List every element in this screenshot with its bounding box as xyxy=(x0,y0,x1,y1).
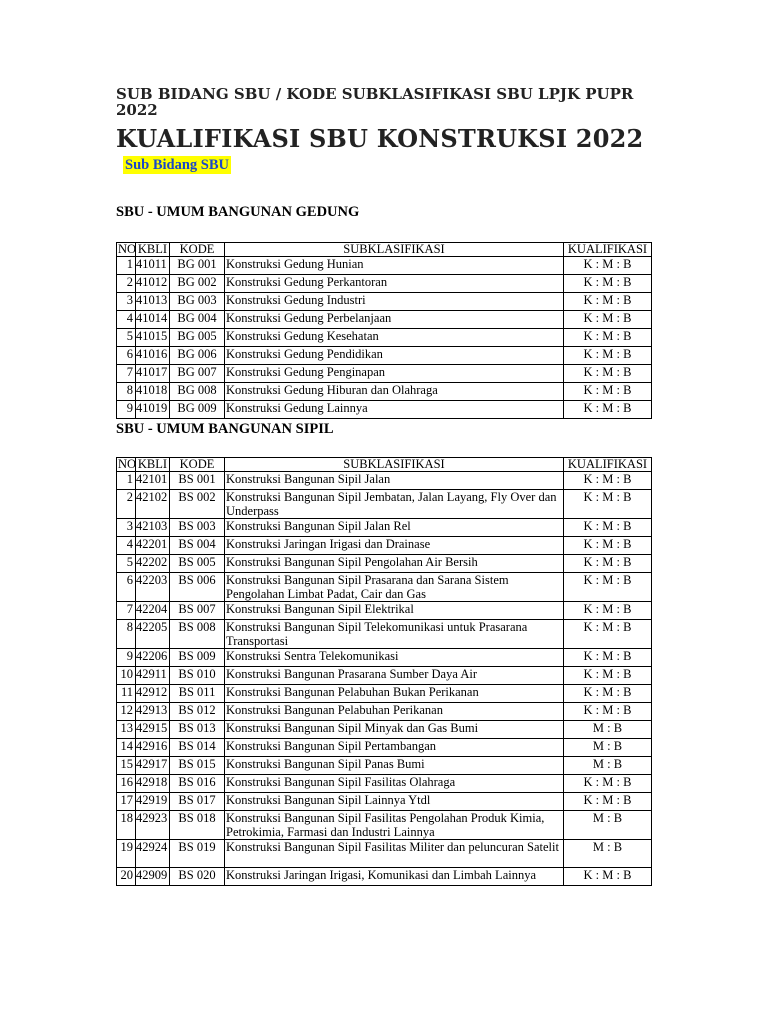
table-row xyxy=(117,383,652,401)
cell-kbli: 42102 xyxy=(136,490,170,519)
table-row xyxy=(117,739,652,757)
cell-kbli: 42909 xyxy=(136,868,170,886)
cell-kode: BS 012 xyxy=(170,703,225,721)
cell-kualifikasi: M : B xyxy=(564,721,652,739)
cell-no: 9 xyxy=(117,401,136,419)
table-row xyxy=(117,811,652,840)
cell-kode: BS 002 xyxy=(170,490,225,519)
cell-kualifikasi: K : M : B xyxy=(564,519,652,537)
cell-subklasifikasi: Konstruksi Bangunan Sipil Panas Bumi xyxy=(225,757,564,775)
cell-subklasifikasi: Konstruksi Bangunan Sipil Lainnya Ytdl xyxy=(225,793,564,811)
cell-kbli: 42913 xyxy=(136,703,170,721)
table-row xyxy=(117,311,652,329)
cell-kode: BG 004 xyxy=(170,311,225,329)
cell-kualifikasi: M : B xyxy=(564,811,652,840)
table-row xyxy=(117,537,652,555)
table-row xyxy=(117,649,652,667)
cell-kualifikasi: K : M : B xyxy=(564,383,652,401)
cell-kbli: 41012 xyxy=(136,275,170,293)
col-header-kode: KODE xyxy=(170,243,225,257)
cell-no: 9 xyxy=(117,649,136,667)
cell-kualifikasi: K : M : B xyxy=(564,775,652,793)
table-row xyxy=(117,472,652,490)
cell-subklasifikasi: Konstruksi Bangunan Sipil Telekomunikasi untuk Prasarana Transportasi xyxy=(225,620,564,649)
cell-kode: BG 007 xyxy=(170,365,225,383)
cell-kbli: 41015 xyxy=(136,329,170,347)
cell-no: 19 xyxy=(117,840,136,868)
cell-subklasifikasi: Konstruksi Sentra Telekomunikasi xyxy=(225,649,564,667)
cell-kualifikasi: M : B xyxy=(564,757,652,775)
cell-subklasifikasi: Konstruksi Gedung Kesehatan xyxy=(225,329,564,347)
cell-kode: BS 008 xyxy=(170,620,225,649)
table-row xyxy=(117,793,652,811)
cell-subklasifikasi: Konstruksi Bangunan Sipil Fasilitas Militer dan peluncuran Satelit xyxy=(225,840,564,868)
document-title: KUALIFIKASI SBU KONSTRUKSI 2022 xyxy=(116,124,644,153)
cell-kbli: 42912 xyxy=(136,685,170,703)
table-row xyxy=(117,257,652,275)
cell-kbli: 42204 xyxy=(136,602,170,620)
cell-kualifikasi: K : M : B xyxy=(564,703,652,721)
cell-kbli: 41016 xyxy=(136,347,170,365)
cell-no: 7 xyxy=(117,365,136,383)
cell-kbli: 41017 xyxy=(136,365,170,383)
table-row xyxy=(117,293,652,311)
cell-kode: BS 019 xyxy=(170,840,225,868)
cell-kode: BG 003 xyxy=(170,293,225,311)
cell-kode: BS 011 xyxy=(170,685,225,703)
cell-kualifikasi: K : M : B xyxy=(564,537,652,555)
cell-no: 2 xyxy=(117,490,136,519)
section-title-gedung: SBU - UMUM BANGUNAN GEDUNG xyxy=(116,204,360,220)
cell-kualifikasi: K : M : B xyxy=(564,793,652,811)
cell-subklasifikasi: Konstruksi Bangunan Pelabuhan Perikanan xyxy=(225,703,564,721)
col-header-kode: KODE xyxy=(170,458,225,472)
cell-no: 5 xyxy=(117,329,136,347)
cell-kbli: 41018 xyxy=(136,383,170,401)
cell-kbli: 42923 xyxy=(136,811,170,840)
table-row xyxy=(117,365,652,383)
cell-no: 3 xyxy=(117,519,136,537)
cell-no: 8 xyxy=(117,620,136,649)
cell-no: 15 xyxy=(117,757,136,775)
cell-kbli: 42919 xyxy=(136,793,170,811)
col-header-kbli: KBLI xyxy=(136,458,170,472)
cell-kode: BS 020 xyxy=(170,868,225,886)
cell-kode: BG 005 xyxy=(170,329,225,347)
table-row xyxy=(117,602,652,620)
cell-kode: BG 001 xyxy=(170,257,225,275)
cell-kbli: 41019 xyxy=(136,401,170,419)
table-row xyxy=(117,703,652,721)
cell-no: 11 xyxy=(117,685,136,703)
cell-subklasifikasi: Konstruksi Gedung Perkantoran xyxy=(225,275,564,293)
table-row xyxy=(117,667,652,685)
cell-kualifikasi: K : M : B xyxy=(564,401,652,419)
cell-kualifikasi: K : M : B xyxy=(564,573,652,602)
cell-subklasifikasi: Konstruksi Jaringan Irigasi dan Drainase xyxy=(225,537,564,555)
cell-kualifikasi: K : M : B xyxy=(564,602,652,620)
cell-no: 5 xyxy=(117,555,136,573)
table-row xyxy=(117,685,652,703)
cell-subklasifikasi: Konstruksi Bangunan Prasarana Sumber Daya Air xyxy=(225,667,564,685)
cell-kode: BS 005 xyxy=(170,555,225,573)
cell-kualifikasi: K : M : B xyxy=(564,649,652,667)
cell-kode: BS 015 xyxy=(170,757,225,775)
cell-kbli: 41014 xyxy=(136,311,170,329)
cell-subklasifikasi: Konstruksi Bangunan Sipil Fasilitas Pengolahan Produk Kimia, Petrokimia, Farmasi dan Industri Lainnya xyxy=(225,811,564,840)
cell-kualifikasi: K : M : B xyxy=(564,329,652,347)
cell-no: 1 xyxy=(117,257,136,275)
table-header-row xyxy=(117,458,652,472)
cell-kualifikasi: K : M : B xyxy=(564,620,652,649)
cell-subklasifikasi: Konstruksi Gedung Perbelanjaan xyxy=(225,311,564,329)
cell-kode: BG 009 xyxy=(170,401,225,419)
cell-kbli: 41011 xyxy=(136,257,170,275)
highlighted-link-sub-bidang[interactable]: Sub Bidang SBU xyxy=(125,157,229,173)
cell-kualifikasi: K : M : B xyxy=(564,685,652,703)
cell-kode: BS 014 xyxy=(170,739,225,757)
cell-no: 14 xyxy=(117,739,136,757)
cell-no: 17 xyxy=(117,793,136,811)
cell-kode: BS 007 xyxy=(170,602,225,620)
table-row xyxy=(117,401,652,419)
cell-no: 18 xyxy=(117,811,136,840)
cell-no: 13 xyxy=(117,721,136,739)
cell-subklasifikasi: Konstruksi Gedung Hunian xyxy=(225,257,564,275)
cell-kode: BS 006 xyxy=(170,573,225,602)
cell-kbli: 42915 xyxy=(136,721,170,739)
cell-no: 6 xyxy=(117,573,136,602)
cell-subklasifikasi: Konstruksi Bangunan Sipil Pertambangan xyxy=(225,739,564,757)
table-body-gedung xyxy=(117,257,652,419)
cell-kode: BS 013 xyxy=(170,721,225,739)
cell-kualifikasi: K : M : B xyxy=(564,667,652,685)
document-subtitle: SUB BIDANG SBU / KODE SUBKLASIFIKASI SBU LPJK PUPR 2022 xyxy=(116,85,634,119)
cell-subklasifikasi: Konstruksi Bangunan Sipil Jembatan, Jalan Layang, Fly Over dan Underpass xyxy=(225,490,564,519)
cell-kualifikasi: K : M : B xyxy=(564,293,652,311)
cell-kode: BG 002 xyxy=(170,275,225,293)
cell-kbli: 42206 xyxy=(136,649,170,667)
table-row xyxy=(117,555,652,573)
cell-subklasifikasi: Konstruksi Gedung Industri xyxy=(225,293,564,311)
cell-kode: BS 003 xyxy=(170,519,225,537)
table-header-row xyxy=(117,243,652,257)
cell-kbli: 42918 xyxy=(136,775,170,793)
table-row xyxy=(117,868,652,886)
cell-no: 16 xyxy=(117,775,136,793)
cell-kualifikasi: K : M : B xyxy=(564,257,652,275)
cell-subklasifikasi: Konstruksi Gedung Penginapan xyxy=(225,365,564,383)
cell-subklasifikasi: Konstruksi Bangunan Sipil Prasarana dan Sarana Sistem Pengolahan Limbat Padat, Cair dan Gas xyxy=(225,573,564,602)
cell-no: 4 xyxy=(117,311,136,329)
cell-kode: BS 016 xyxy=(170,775,225,793)
cell-kode: BS 017 xyxy=(170,793,225,811)
table-row xyxy=(117,347,652,365)
cell-kbli: 42924 xyxy=(136,840,170,868)
cell-subklasifikasi: Konstruksi Gedung Lainnya xyxy=(225,401,564,419)
cell-no: 1 xyxy=(117,472,136,490)
cell-kualifikasi: M : B xyxy=(564,840,652,868)
cell-kualifikasi: K : M : B xyxy=(564,490,652,519)
cell-kbli: 42205 xyxy=(136,620,170,649)
cell-subklasifikasi: Konstruksi Bangunan Sipil Minyak dan Gas Bumi xyxy=(225,721,564,739)
cell-kode: BS 004 xyxy=(170,537,225,555)
cell-subklasifikasi: Konstruksi Gedung Pendidikan xyxy=(225,347,564,365)
cell-kbli: 42917 xyxy=(136,757,170,775)
cell-no: 8 xyxy=(117,383,136,401)
cell-no: 12 xyxy=(117,703,136,721)
table-body-sipil xyxy=(117,472,652,886)
cell-kode: BG 006 xyxy=(170,347,225,365)
cell-kode: BG 008 xyxy=(170,383,225,401)
col-header-kualifikasi: KUALIFIKASI xyxy=(564,458,652,472)
cell-kbli: 42916 xyxy=(136,739,170,757)
cell-kbli: 42202 xyxy=(136,555,170,573)
cell-kualifikasi: M : B xyxy=(564,739,652,757)
cell-kbli: 42103 xyxy=(136,519,170,537)
cell-kbli: 42203 xyxy=(136,573,170,602)
col-header-subklasifikasi: SUBKLASIFIKASI xyxy=(225,243,564,257)
cell-kode: BS 018 xyxy=(170,811,225,840)
table-bangunan-sipil xyxy=(116,457,652,886)
table-row xyxy=(117,519,652,537)
cell-kualifikasi: K : M : B xyxy=(564,347,652,365)
table-row xyxy=(117,573,652,602)
cell-kbli: 41013 xyxy=(136,293,170,311)
table-row xyxy=(117,620,652,649)
cell-subklasifikasi: Konstruksi Bangunan Sipil Pengolahan Air Bersih xyxy=(225,555,564,573)
cell-no: 10 xyxy=(117,667,136,685)
highlight-wrap xyxy=(116,156,651,174)
cell-kode: BS 010 xyxy=(170,667,225,685)
table-row xyxy=(117,775,652,793)
col-header-kbli: KBLI xyxy=(136,243,170,257)
cell-kualifikasi: K : M : B xyxy=(564,311,652,329)
col-header-kualifikasi: KUALIFIKASI xyxy=(564,243,652,257)
cell-subklasifikasi: Konstruksi Bangunan Pelabuhan Bukan Perikanan xyxy=(225,685,564,703)
cell-no: 7 xyxy=(117,602,136,620)
cell-subklasifikasi: Konstruksi Bangunan Sipil Jalan Rel xyxy=(225,519,564,537)
table-row xyxy=(117,490,652,519)
cell-subklasifikasi: Konstruksi Jaringan Irigasi, Komunikasi dan Limbah Lainnya xyxy=(225,868,564,886)
cell-kbli: 42911 xyxy=(136,667,170,685)
cell-no: 20 xyxy=(117,868,136,886)
cell-subklasifikasi: Konstruksi Gedung Hiburan dan Olahraga xyxy=(225,383,564,401)
section-title-sipil: SBU - UMUM BANGUNAN SIPIL xyxy=(116,421,334,437)
table-bangunan-gedung xyxy=(116,242,652,419)
col-header-no: NO xyxy=(118,457,137,471)
cell-subklasifikasi: Konstruksi Bangunan Sipil Fasilitas Olahraga xyxy=(225,775,564,793)
cell-subklasifikasi: Konstruksi Bangunan Sipil Jalan xyxy=(225,472,564,490)
cell-no: 2 xyxy=(117,275,136,293)
cell-kbli: 42101 xyxy=(136,472,170,490)
cell-no: 6 xyxy=(117,347,136,365)
cell-kualifikasi: K : M : B xyxy=(564,275,652,293)
cell-kualifikasi: K : M : B xyxy=(564,868,652,886)
cell-subklasifikasi: Konstruksi Bangunan Sipil Elektrikal xyxy=(225,602,564,620)
cell-kualifikasi: K : M : B xyxy=(564,365,652,383)
cell-kode: BS 001 xyxy=(170,472,225,490)
table-row xyxy=(117,840,652,868)
cell-no: 3 xyxy=(117,293,136,311)
col-header-subklasifikasi: SUBKLASIFIKASI xyxy=(225,458,564,472)
col-header-no: NO xyxy=(118,242,137,256)
document-page xyxy=(116,86,651,886)
cell-kode: BS 009 xyxy=(170,649,225,667)
cell-kualifikasi: K : M : B xyxy=(564,555,652,573)
table-row xyxy=(117,757,652,775)
cell-kbli: 42201 xyxy=(136,537,170,555)
table-row xyxy=(117,721,652,739)
cell-kualifikasi: K : M : B xyxy=(564,472,652,490)
table-row xyxy=(117,275,652,293)
table-row xyxy=(117,329,652,347)
cell-no: 4 xyxy=(117,537,136,555)
